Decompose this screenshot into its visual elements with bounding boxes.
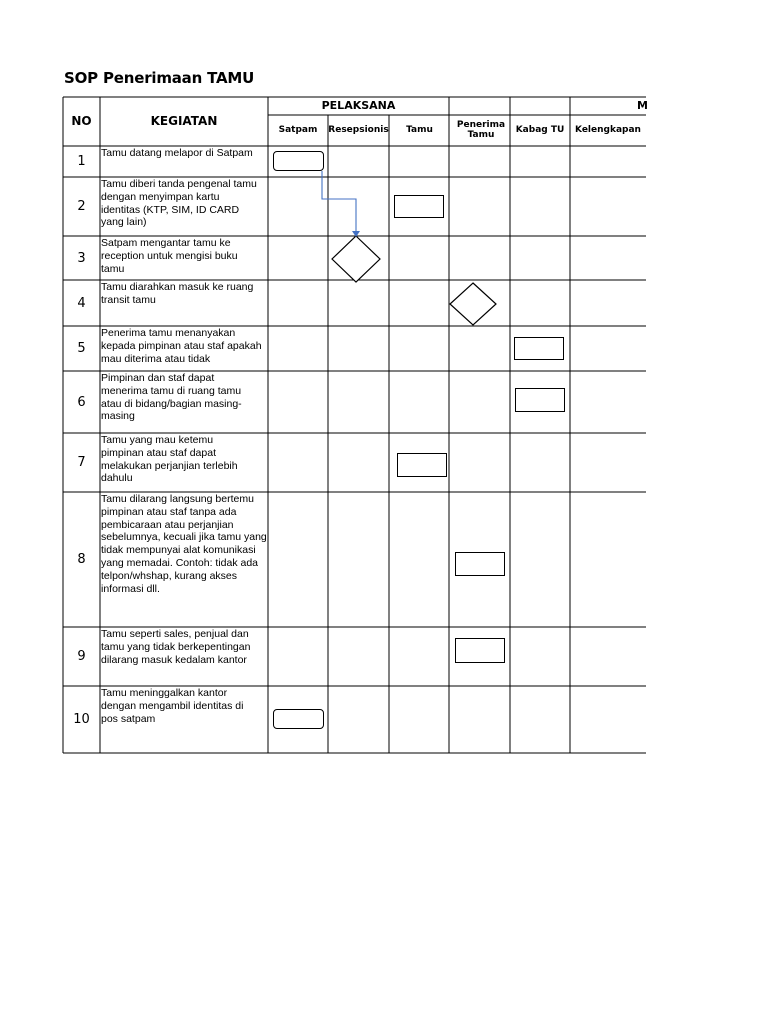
row-number: 9 xyxy=(77,649,86,664)
decision-diamond xyxy=(450,283,496,325)
header-col-satpam: Satpam xyxy=(278,124,318,135)
page-title: SOP Penerimaan TAMU xyxy=(64,69,255,87)
row-number: 10 xyxy=(73,712,90,727)
activity-text: Tamu dilarang langsung bertemu pimpinan atau staf tanpa ada pembicaraan atau perjanjian sebelumnya, kecuali jika tamu yang tidak mempunyai alat komunikasi yang memadai. Contoh: tidak ada telpon/whshap, kurang akses informasi dll. xyxy=(101,493,267,595)
activity-text: Tamu diberi tanda pengenal tamu dengan menyimpan kartu identitas (KTP, SIM, ID CARD yang lain) xyxy=(101,178,257,229)
row-number: 5 xyxy=(77,341,86,356)
row-number: 7 xyxy=(77,455,86,470)
activity-text: Tamu meninggalkan kantor dengan mengambil identitas di pos satpam xyxy=(101,687,244,725)
header-col-kabag-tu: Kabag TU xyxy=(515,124,565,135)
row-number: 3 xyxy=(77,250,86,266)
header-no: NO xyxy=(71,114,92,129)
activity-text: Tamu yang mau ketemu pimpinan atau staf dapat melakukan perjanjian terlebih dahulu xyxy=(101,434,238,485)
row-number: 6 xyxy=(77,394,86,410)
decision-diamond xyxy=(332,236,380,282)
row-number: 4 xyxy=(77,295,86,311)
activity-text: Pimpinan dan staf dapat menerima tamu di ruang tamu atau di bidang/bagian masing-masing xyxy=(101,372,242,423)
header-kegiatan: KEGIATAN xyxy=(150,114,218,129)
row-number: 2 xyxy=(77,199,86,214)
activity-text: Tamu diarahkan masuk ke ruang transit tamu xyxy=(101,281,254,306)
header-pelaksana: PELAKSANA xyxy=(321,99,396,113)
header-col-resepsionis: Resepsionis xyxy=(328,124,389,135)
header-col-tamu: Tamu xyxy=(406,124,433,135)
header-col-kelengkapan: Kelengkapan xyxy=(575,124,641,135)
row-number: 8 xyxy=(77,552,86,567)
flow-connector xyxy=(322,171,356,232)
activity-text: Tamu datang melapor di Satpam xyxy=(101,147,253,159)
header-cut-off: M xyxy=(637,99,648,113)
header-col-penerima-tamu: Penerima Tamu xyxy=(456,120,506,140)
activity-text: Tamu seperti sales, penjual dan tamu yang tidak berkepentingan dilarang masuk kedalam kantor xyxy=(101,628,251,666)
activity-text: Satpam mengantar tamu ke reception untuk mengisi buku tamu xyxy=(101,237,238,275)
row-number: 1 xyxy=(77,154,86,169)
activity-text: Penerima tamu menanyakan kepada pimpinan atau staf apakah mau diterima atau tidak xyxy=(101,327,262,365)
